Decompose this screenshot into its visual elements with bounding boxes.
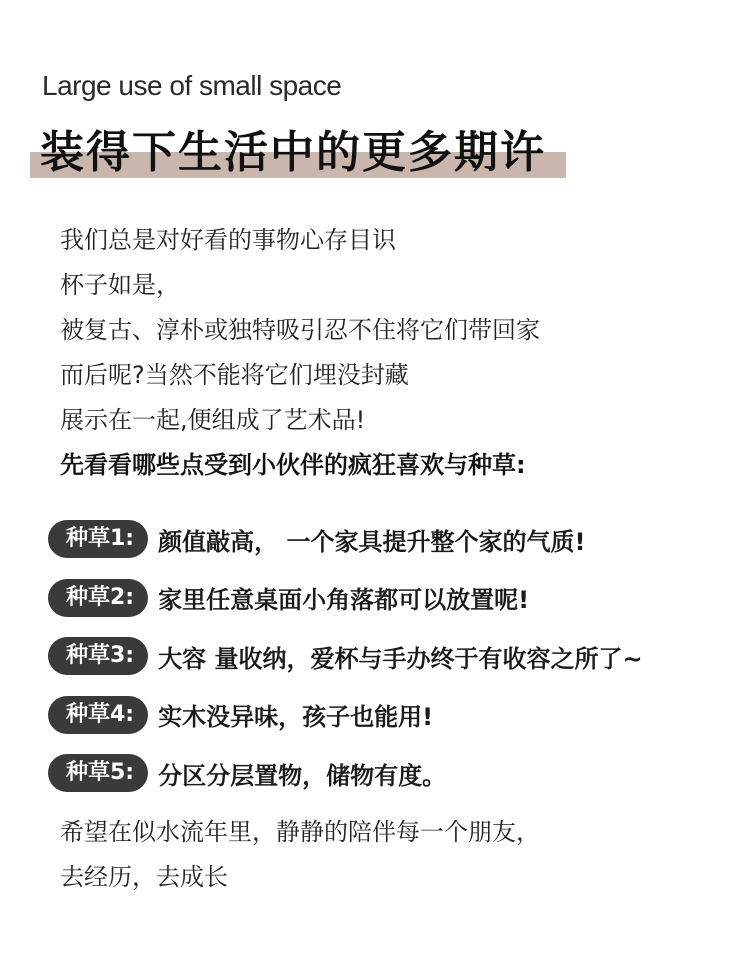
- reason-item: [48, 510, 748, 569]
- intro-paragraph: [60, 218, 720, 488]
- page-subtitle: Large use of small space: [42, 70, 342, 101]
- intro-line: 被复古、淳朴或独特吸引忍不住将它们带回家: [60, 316, 540, 344]
- reason-item: [48, 744, 748, 803]
- intro-line: 我们总是对好看的事物心存目识: [60, 226, 396, 254]
- reason-text: 分区分层置物，储物有度。: [158, 761, 447, 790]
- closing-line: 希望在似水流年里，静静的陪伴每一个朋友，: [60, 818, 540, 846]
- reason-item: [48, 569, 748, 628]
- reason-text: 颜值敲高， 一个家具提升整个家的气质!: [158, 527, 586, 556]
- reason-text: 实木没异味，孩子也能用!: [158, 703, 434, 732]
- intro-line: 展示在一起,便组成了艺术品!: [60, 406, 366, 434]
- reason-badge: 种草1:: [48, 520, 148, 558]
- intro-line: 杯子如是，: [60, 271, 180, 299]
- reason-item: [48, 686, 748, 745]
- page-title: 装得下生活中的更多期许: [40, 127, 546, 178]
- intro-emphasis: 先看看哪些点受到小伙伴的疯狂喜欢与种草:: [60, 451, 526, 479]
- closing-line: 去经历，去成长: [60, 863, 228, 891]
- intro-line: 而后呢?当然不能将它们埋没封藏: [60, 361, 409, 389]
- reason-item: [48, 627, 748, 686]
- closing-paragraph: [60, 810, 720, 900]
- reason-badge: 种草5:: [48, 754, 148, 792]
- reason-badge: 种草3:: [48, 637, 148, 675]
- reason-badge: 种草2:: [48, 579, 148, 617]
- reason-text: 大容 量收纳，爱杯与手办终于有收容之所了~: [158, 644, 643, 673]
- reason-text: 家里任意桌面小角落都可以放置呢!: [158, 586, 530, 615]
- reason-badge: 种草4:: [48, 696, 148, 734]
- reason-list: [48, 510, 748, 803]
